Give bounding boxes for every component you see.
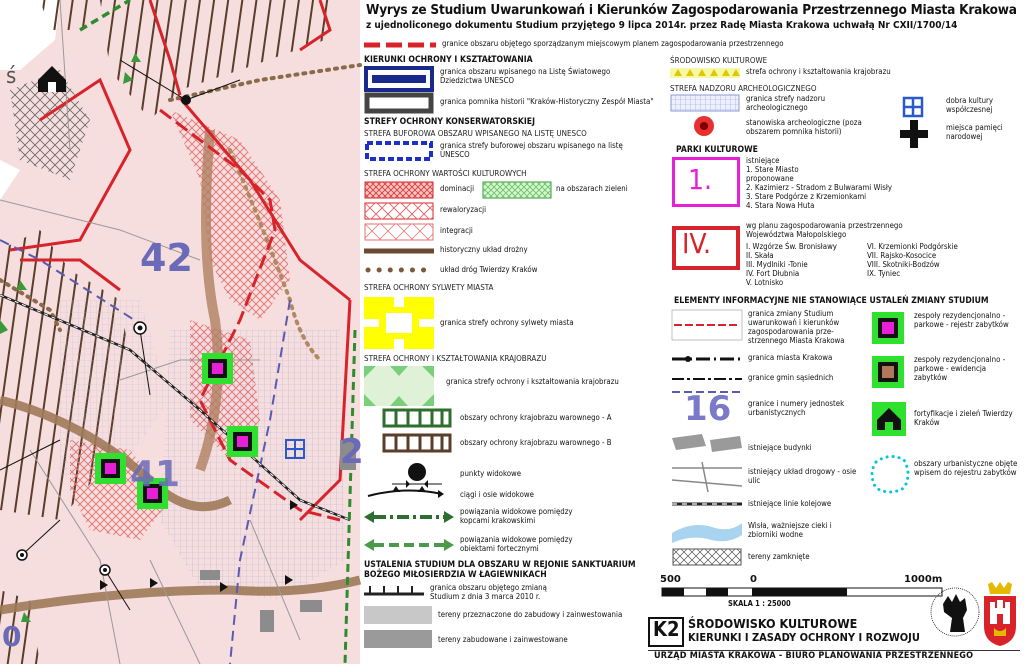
pomnik-label: granica pomnika historii "Kraków-Historyczny Zespół Miasta" — [440, 97, 654, 106]
heading-sanktuarium: USTALENIA STUDIUM DLA OBSZARU W REJONIE SANKTUARIUM BOŻEGO MIŁOSIERDZIA W ŁAGIEWNIKACH — [364, 560, 636, 580]
uklad-tk-symbol — [364, 264, 434, 276]
boundary-label: granice obszaru objętego sporządzanym miejscowym planem zagospodarowania przestrzennego — [442, 39, 784, 48]
nadzoru-label: granica strefy nadzoru archeologicznego — [746, 94, 826, 112]
kopce-label: powiązania widokowe pomiędzy kopcami krakowskimi — [460, 507, 573, 525]
rewaloryzacji-label: rewaloryzacji — [440, 205, 487, 214]
buforowa-symbol — [364, 140, 434, 162]
drogowy-label: istniejący układ drogowy - osie ulic — [748, 467, 857, 485]
heading-wartosci: STREFA OCHRONY WARTOŚCI KULTUROWYCH — [364, 169, 527, 178]
boundary-symbol — [364, 38, 436, 52]
park-4-col1 — [746, 243, 866, 288]
granica-zmiany-label: granica zmiany Studium uwarunkowań i kierunków zagospodarowania prze- strzennego Miasta Krakowa — [748, 309, 845, 345]
forty-label: powiązania widokowe pomiędzy obiektami fortecznymi — [460, 535, 573, 553]
scale-label: SKALA 1 : 25000 — [728, 599, 791, 608]
map-letter-s: ś — [6, 64, 17, 89]
granica-zmiany-symbol — [672, 310, 742, 340]
park-1-line: 1. Stare Miasto — [746, 164, 799, 174]
scale-500: 500 — [660, 574, 681, 585]
legend-panel — [362, 0, 1024, 664]
gminy-label: granice gmin sąsiednich — [748, 373, 834, 382]
do-zabudowy-swatch — [364, 606, 432, 624]
rejestr-label: zespoły rezydencjonalno - parkowe - rejestr zabytków — [914, 311, 1009, 329]
park-4-item: III. Mydlniki -Tonie — [746, 259, 808, 269]
nadzoru-symbol — [670, 94, 740, 112]
rewaloryzacji-symbol — [364, 202, 434, 220]
gminy-symbol — [672, 372, 742, 386]
heading-nadzoru: STREFA NADZORU ARCHEOLOGICZNEGO — [670, 84, 817, 93]
area-label-2: 2 — [340, 432, 364, 472]
scale-0: 0 — [750, 574, 757, 585]
wisla-symbol — [672, 515, 742, 543]
ewidencja-label: zespoły rezydencjonalno - parkowe - ewidencja zabytków — [914, 355, 1006, 382]
warownego-b-symbol — [382, 433, 452, 453]
strefa-krajobrazu-symbol — [670, 66, 740, 80]
forty-symbol — [364, 538, 454, 552]
uklad-tk-label: układ dróg Twierdzy Kraków — [440, 265, 538, 274]
page-subtitle: z ujednoliconego dokumentu Studium przyjętego 9 lipca 2014r. przez Radę Miasta Krakowa uchwałą Nr CXII/1700/14 — [366, 20, 958, 31]
dobra-icon — [902, 96, 924, 118]
granica-miasta-symbol — [672, 352, 742, 366]
park-4-item: I. Wzgórze Św. Bronisławy — [746, 242, 837, 251]
kolejowe-symbol — [672, 497, 742, 511]
park-4-item: VI. Krzemionki Podgórskie — [867, 242, 958, 251]
park-4-item: VII. Rajsko-Kosocice — [867, 250, 937, 260]
fortyfikacje-icon — [872, 402, 906, 436]
widokowe-c-symbol — [366, 486, 446, 500]
drogowy-symbol — [672, 462, 742, 492]
map-panel[interactable] — [0, 0, 364, 664]
heading-informacyjne: ELEMENTY INFORMACYJNE NIE STANOWIĄCE USTALEŃ ZMIANY STUDIUM — [674, 296, 989, 306]
park-4-item: II. Skała — [746, 250, 774, 260]
pomnik-symbol — [364, 92, 434, 114]
jednostki-num: 16 — [684, 389, 732, 429]
dominacji-symbol — [364, 181, 434, 199]
heading-srodowisko: ŚRODOWISKO KULTUROWE — [670, 56, 768, 65]
unesco-symbol — [364, 66, 434, 92]
integracji-label: integracji — [440, 226, 473, 235]
footer-line1: ŚRODOWISKO KULTUROWE — [688, 616, 858, 631]
area-label-0: 0 — [2, 620, 22, 653]
park-1-list — [746, 157, 946, 211]
urbanistyczne-label: obszary urbanistyczne objęte wpisem do rejestru zabytków — [914, 459, 1018, 477]
heading-sylwety: STREFA OCHRONY SYLWETY MIASTA — [364, 283, 494, 292]
budynki-symbol — [672, 434, 742, 456]
rejestr-icon — [872, 312, 904, 344]
zamkniete-symbol — [672, 548, 742, 566]
wisla-label: Wisła, ważniejsze cieki i zbiorniki wodne — [748, 521, 832, 539]
ewidencja-icon — [872, 356, 904, 388]
park-4-item: V. Lotnisko — [746, 277, 784, 287]
zmiana-symbol — [364, 584, 424, 600]
footer-code: K2 — [653, 617, 680, 641]
page-title: Wyrys ze Studium Uwarunkowań i Kierunków Zagospodarowania Przestrzennego Miasta Krakowa — [366, 2, 1017, 18]
heading-strefy-konserw: STREFY OCHRONY KONSERWATORSKIEJ — [364, 117, 535, 127]
park-1-line: istniejące — [746, 156, 780, 165]
widokowe-p-symbol — [382, 460, 452, 486]
widokowe-p-label: punkty widokowe — [460, 469, 522, 478]
zieleni-label: na obszarach zieleni — [556, 184, 628, 193]
stanowiska-label: stanowiska archeologiczne (poza obszarem pomnika historii) — [746, 118, 862, 136]
zieleni-symbol — [482, 181, 552, 199]
unesco-label: granica obszaru wpisanego na Listę Światowego Dziedzictwa UNESCO — [440, 67, 611, 85]
zabudowane-label: tereny zabudowane i zainwestowane — [438, 635, 568, 644]
pamieci-label: miejsca pamięci narodowej — [946, 123, 1003, 141]
heading-strefa-buforowa: STREFA BUFOROWA OBSZARU WPISANEGO NA LISTĘ UNESCO — [364, 129, 587, 138]
kolejowe-label: istniejące linie kolejowe — [748, 499, 832, 508]
heading-parki: PARKI KULTUROWE — [676, 145, 758, 155]
area-label-42: 42 — [140, 236, 193, 280]
budynki-label: istniejące budynki — [748, 443, 812, 452]
buforowa-label: granica strefy buforowej obszaru wpisanego na listę UNESCO — [440, 141, 623, 159]
park-4-item: VIII. Skotniki-Bodzów — [867, 259, 940, 269]
integracji-symbol — [364, 223, 434, 241]
pamieci-icon — [900, 120, 928, 148]
warownego-a-symbol — [382, 408, 452, 428]
park-4-num: IV. — [682, 227, 712, 260]
dominacji-label: dominacji — [440, 184, 475, 193]
krajobrazu-symbol — [364, 366, 434, 406]
heading-kierunki: KIERUNKI OCHRONY I KSZTAŁTOWANIA — [364, 55, 533, 65]
park-4-item: IV. Fort Dłubnia — [746, 268, 800, 278]
zmiana-label: granica obszaru objętego zmianą Studium z dnia 3 marca 2010 r. — [430, 583, 547, 601]
park-4-col2 — [867, 243, 1017, 279]
strefa-krajobrazu-label: strefa ochrony i kształtowania krajobrazu — [746, 67, 891, 76]
warownego-a-label: obszary ochrony krajobrazu warownego - A — [460, 413, 612, 422]
krakow-coat-of-arms-icon — [980, 582, 1020, 648]
scale-bar — [662, 588, 942, 598]
park-1-num: 1. — [688, 163, 713, 196]
fortyfikacje-label: fortyfikacje i zieleń Twierdzy Kraków — [914, 409, 1013, 427]
sylwety-symbol — [364, 297, 434, 349]
map-canvas — [0, 0, 360, 664]
kopce-symbol — [364, 510, 454, 524]
dobra-label: dobra kultury współczesnej — [946, 96, 994, 114]
do-zabudowy-label: tereny przeznaczone do zabudowy i zainwestowania — [438, 610, 623, 619]
park-1-line: 2. Kazimierz - Stradom z Bulwarami Wisły — [746, 182, 892, 192]
zamkniete-label: tereny zamknięte — [748, 552, 810, 561]
zabudowane-swatch — [364, 630, 432, 648]
widokowe-c-label: ciągi i osie widokowe — [460, 490, 534, 499]
sylwety-label: granica strefy ochrony sylwety miasta — [440, 318, 574, 327]
footer-line3: URZĄD MIASTA KRAKOWA - BIURO PLANOWANIA PRZESTRZENNEGO — [654, 651, 974, 661]
fist-logo-icon — [930, 584, 980, 644]
uklad-drozny-symbol — [364, 245, 434, 257]
stanowiska-symbol — [692, 114, 716, 138]
park-1-line: 4. Stara Nowa Huta — [746, 200, 815, 210]
jednostki-label: granice i numery jednostek urbanistycznych — [748, 399, 845, 417]
uklad-drozny-label: historyczny układ drożny — [440, 245, 528, 254]
scale-1000: 1000m — [904, 574, 943, 585]
area-label-41: 41 — [130, 454, 181, 495]
urbanistyczne-symbol — [868, 452, 912, 496]
krajobrazu-label: granica strefy ochrony i kształtowania krajobrazu — [446, 377, 619, 386]
park-1-line: 3. Stare Podgórze z Krzemionkami — [746, 191, 867, 201]
park-4-item: IX. Tyniec — [867, 268, 901, 278]
park-4-head: wg planu zagospodarowania przestrzennego Województwa Małopolskiego — [746, 221, 903, 239]
heading-krajobrazu: STREFA OCHRONY I KSZTAŁTOWANIA KRAJOBRAZU — [364, 354, 547, 363]
granica-miasta-label: granica miasta Krakowa — [748, 353, 833, 362]
park-1-line: proponowane — [746, 173, 794, 183]
warownego-b-label: obszary ochrony krajobrazu warownego - B — [460, 438, 612, 447]
footer-line2: KIERUNKI I ZASADY OCHRONY I ROZWOJU — [688, 631, 920, 644]
